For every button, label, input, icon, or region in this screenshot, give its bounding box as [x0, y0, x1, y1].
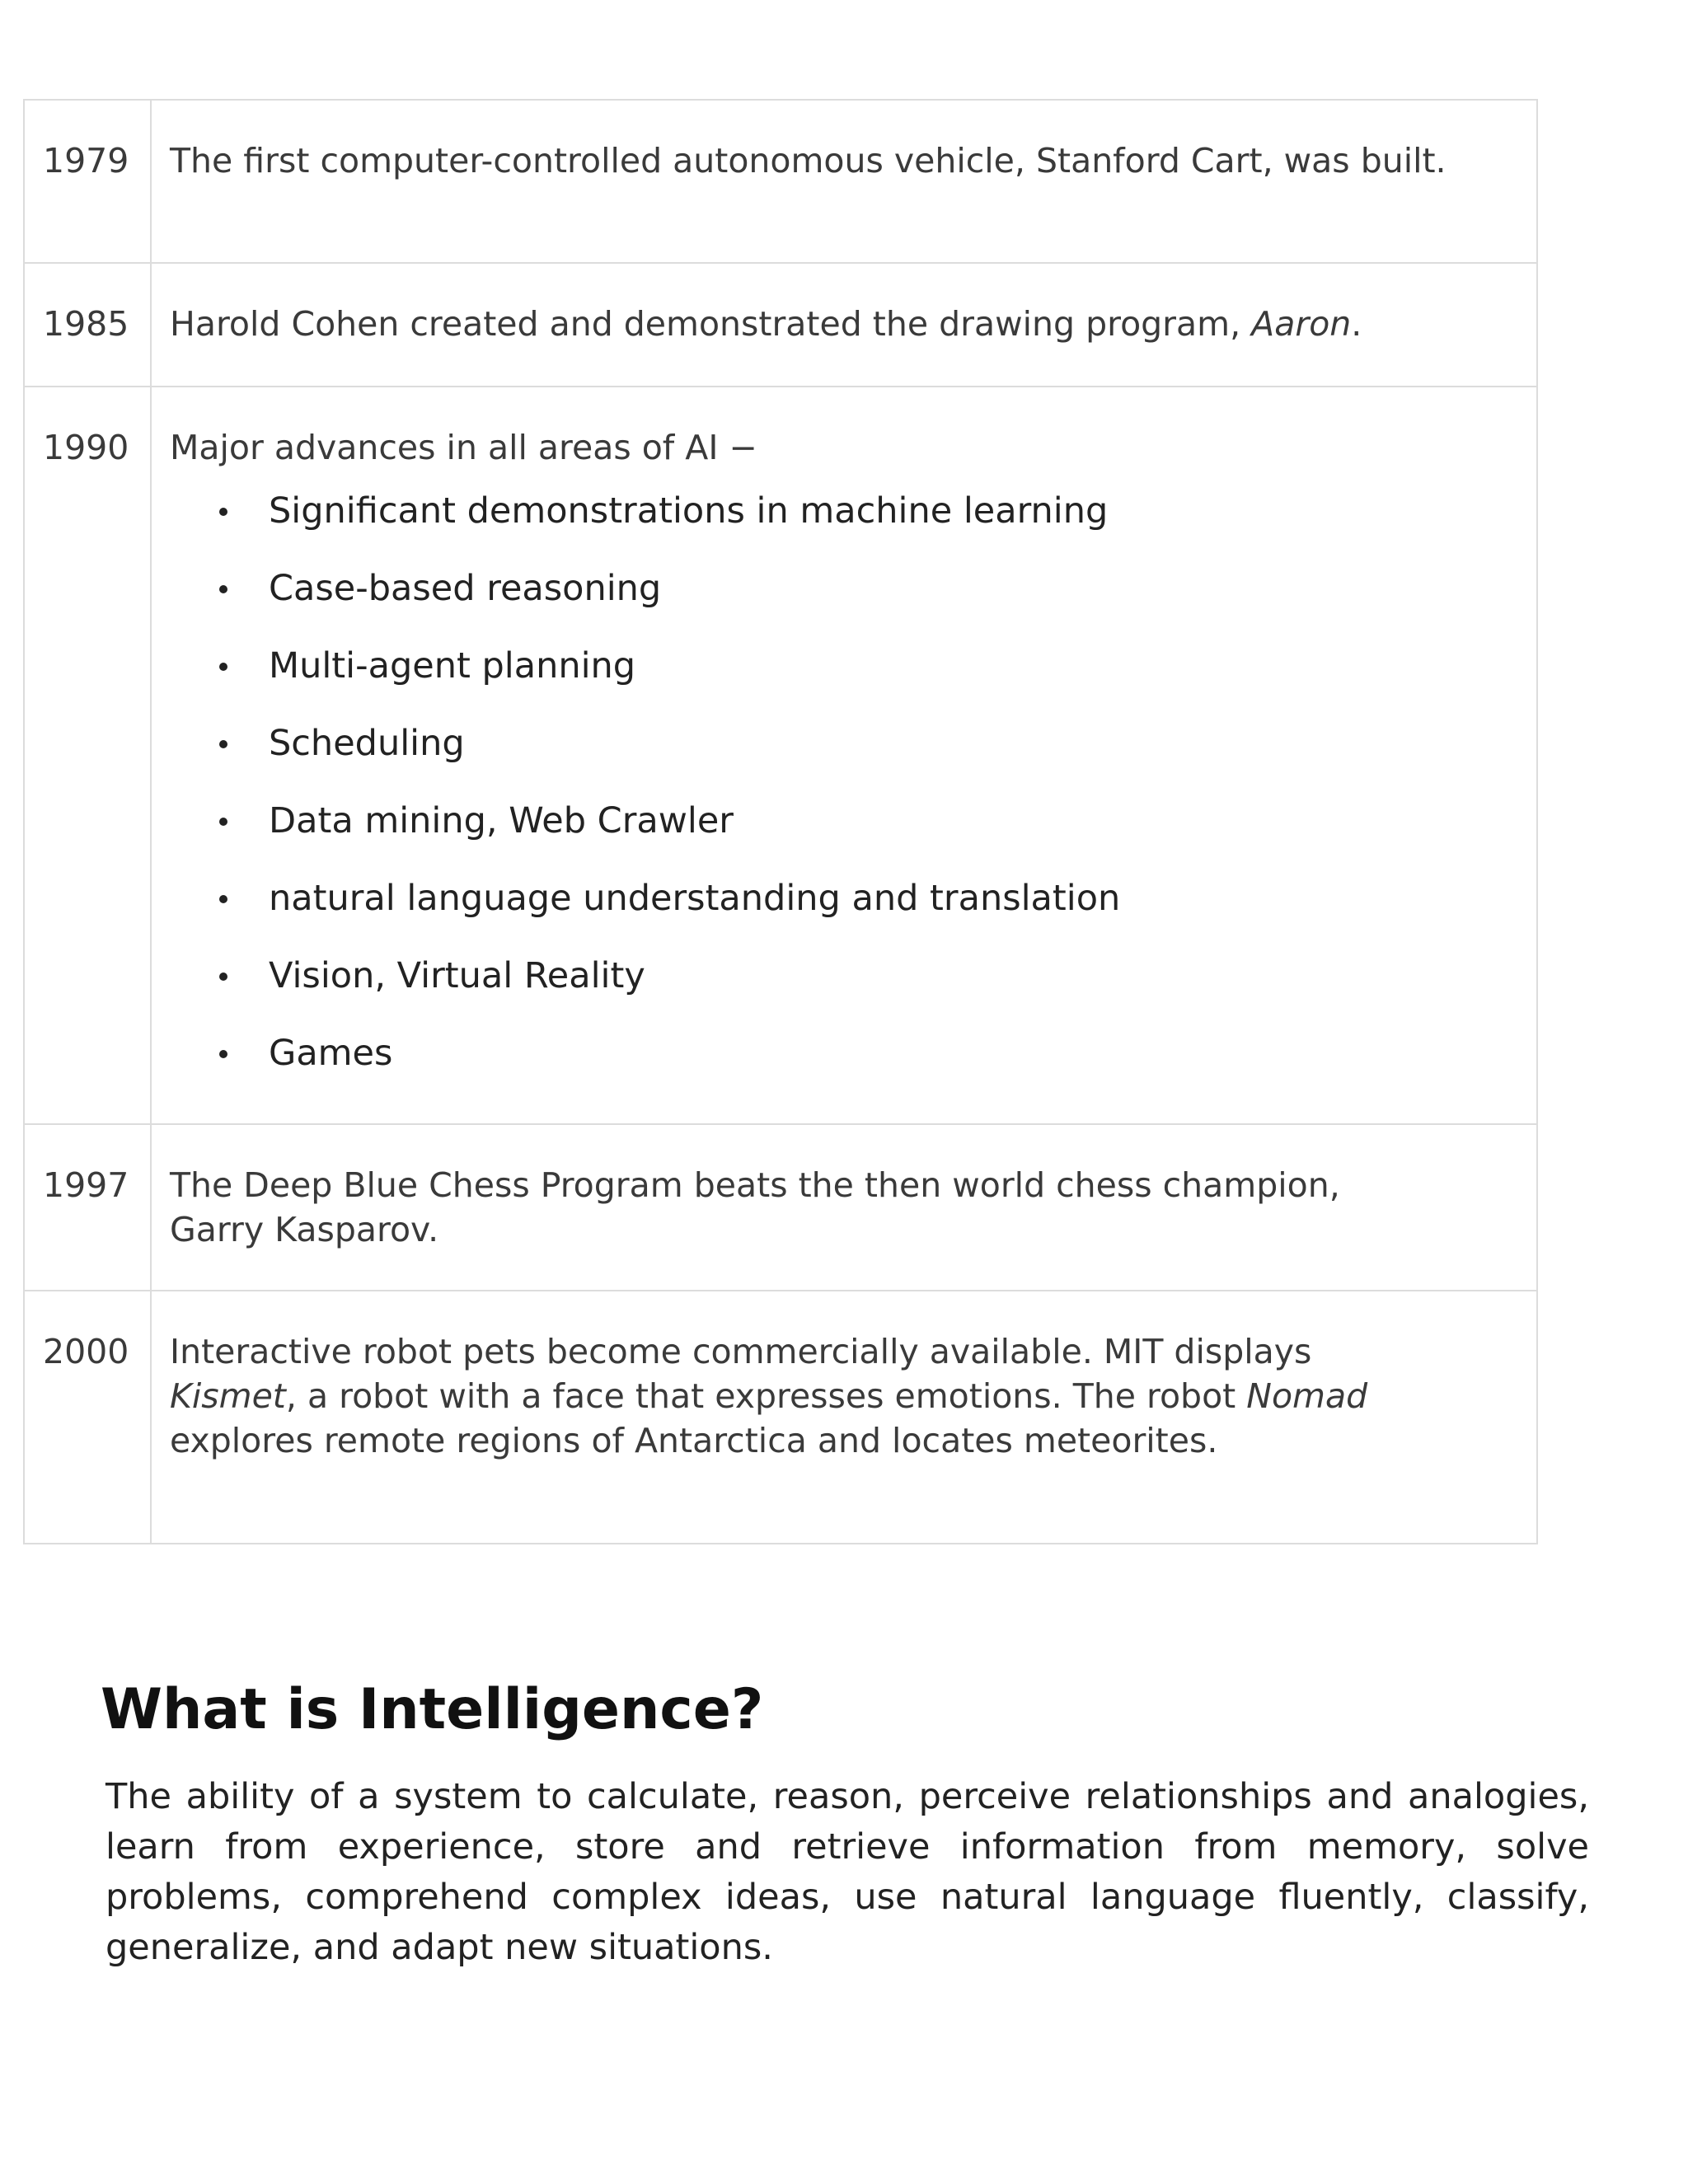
bullet-icon	[219, 895, 227, 903]
program-name: Aaron	[1251, 304, 1352, 344]
year-cell: 1997	[24, 1124, 151, 1291]
description-cell	[151, 100, 1537, 263]
bullet-icon	[219, 1050, 227, 1058]
table-row	[24, 1291, 1537, 1544]
bullet-icon	[219, 585, 227, 593]
event-text: explores remote regions of Antarctica and locates meteorites.	[170, 1421, 1218, 1460]
bullet-icon	[219, 663, 227, 671]
event-intro: Major advances in all areas of AI −	[170, 428, 757, 467]
list-item-text: Case-based reasoning	[269, 568, 662, 609]
list-item	[170, 798, 1487, 844]
advances-list	[170, 488, 1487, 1076]
table-row	[24, 387, 1537, 1124]
list-item	[170, 720, 1487, 766]
bullet-icon	[219, 818, 227, 826]
bullet-icon	[219, 972, 227, 981]
event-text: The Deep Blue Chess Program beats the then world chess champion, Garry Kasparov.	[170, 1165, 1340, 1249]
description-cell	[151, 263, 1537, 387]
list-item	[170, 488, 1487, 534]
list-item	[170, 565, 1487, 612]
list-item	[170, 875, 1487, 921]
bullet-icon	[219, 740, 227, 748]
description-cell	[151, 1291, 1537, 1544]
table-row	[24, 263, 1537, 387]
list-item	[170, 643, 1487, 689]
list-item-text: Scheduling	[269, 723, 465, 764]
list-item-text: Games	[269, 1033, 393, 1074]
year-cell: 1990	[24, 387, 151, 1124]
event-text: The first computer-controlled autonomous vehicle, Stanford Cart, was built.	[170, 141, 1447, 180]
list-item-text: Significant demonstrations in machine learning	[269, 490, 1109, 532]
section-heading: What is Intelligence?	[101, 1677, 764, 1742]
table-row	[24, 1124, 1537, 1291]
robot-name-kismet: Kismet	[170, 1376, 286, 1416]
year-cell: 2000	[24, 1291, 151, 1544]
section-paragraph: The ability of a system to calculate, reason, perceive relationships and analogies, learn from experience, store and retrieve information from memory, solve problems, comprehend complex ideas, use natural language fluently, classify, generalize, and adapt new situations.	[106, 1776, 1589, 1968]
year-cell: 1979	[24, 100, 151, 263]
table-row	[24, 100, 1537, 263]
list-item-text: natural language understanding and translation	[269, 878, 1121, 919]
event-text-end: .	[1351, 304, 1362, 344]
bullet-icon	[219, 508, 227, 516]
year-cell: 1985	[24, 263, 151, 387]
event-text: Interactive robot pets become commercially available. MIT displays	[170, 1332, 1312, 1371]
description-cell	[151, 387, 1537, 1124]
ai-history-table	[23, 99, 1538, 1544]
event-text: Harold Cohen created and demonstrated the drawing program,	[170, 304, 1252, 344]
list-item	[170, 1030, 1487, 1076]
description-cell	[151, 1124, 1537, 1291]
robot-name-nomad: Nomad	[1246, 1376, 1368, 1416]
list-item-text: Multi-agent planning	[269, 645, 636, 687]
list-item	[170, 953, 1487, 999]
event-text: , a robot with a face that expresses emotions. The robot	[285, 1376, 1247, 1416]
list-item-text: Vision, Virtual Reality	[269, 955, 645, 996]
list-item-text: Data mining, Web Crawler	[269, 800, 734, 841]
